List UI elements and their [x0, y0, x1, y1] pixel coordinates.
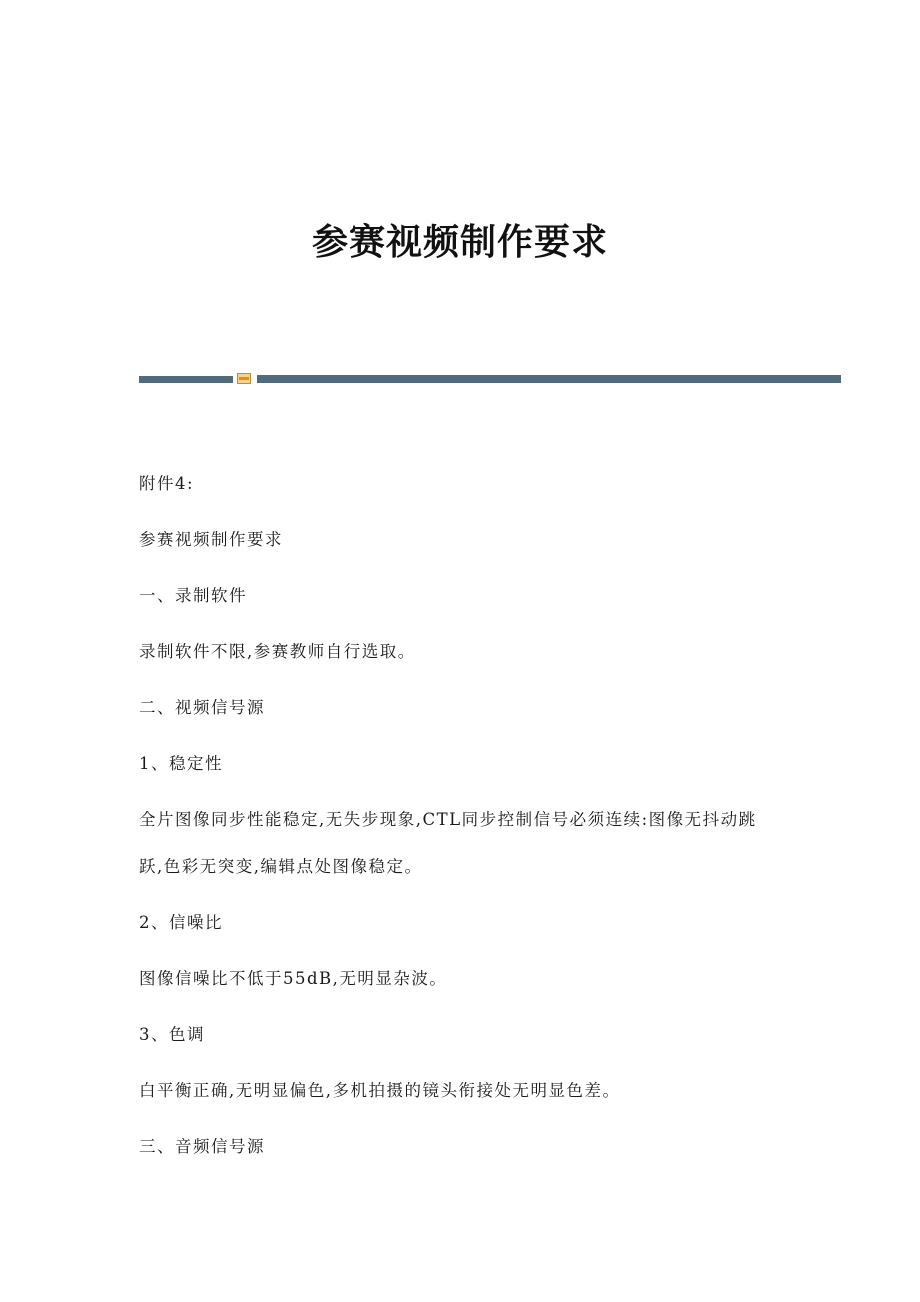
subtitle: 参赛视频制作要求 — [139, 530, 283, 549]
paragraph-stability-line-1: 全片图像同步性能稳定,无失步现象,CTL同步控制信号必须连续:图像无抖动跳 — [139, 810, 757, 829]
divider-bar-right — [257, 375, 841, 383]
divider-bar-left — [139, 376, 233, 383]
paragraph-stability-line-2: 跃,色彩无突变,编辑点处图像稳定。 — [139, 857, 423, 876]
title-divider — [139, 372, 841, 386]
section-heading-video-signal: 二、视频信号源 — [139, 698, 265, 717]
divider-ornament-icon — [237, 373, 251, 384]
subheading-snr: 2、信噪比 — [139, 913, 223, 932]
document-title: 参赛视频制作要求 — [311, 221, 608, 263]
paragraph-recording-software: 录制软件不限,参赛教师自行选取。 — [139, 642, 416, 661]
paragraph-color-tone: 白平衡正确,无明显偏色,多机拍摄的镜头衔接处无明显色差。 — [139, 1081, 621, 1100]
subheading-color-tone: 3、色调 — [139, 1025, 205, 1044]
section-heading-recording-software: 一、录制软件 — [139, 586, 247, 605]
subheading-stability: 1、稳定性 — [139, 754, 223, 773]
attachment-label: 附件4: — [139, 474, 195, 493]
section-heading-audio-signal: 三、音频信号源 — [139, 1137, 265, 1156]
paragraph-snr: 图像信噪比不低于55dB,无明显杂波。 — [139, 969, 448, 988]
